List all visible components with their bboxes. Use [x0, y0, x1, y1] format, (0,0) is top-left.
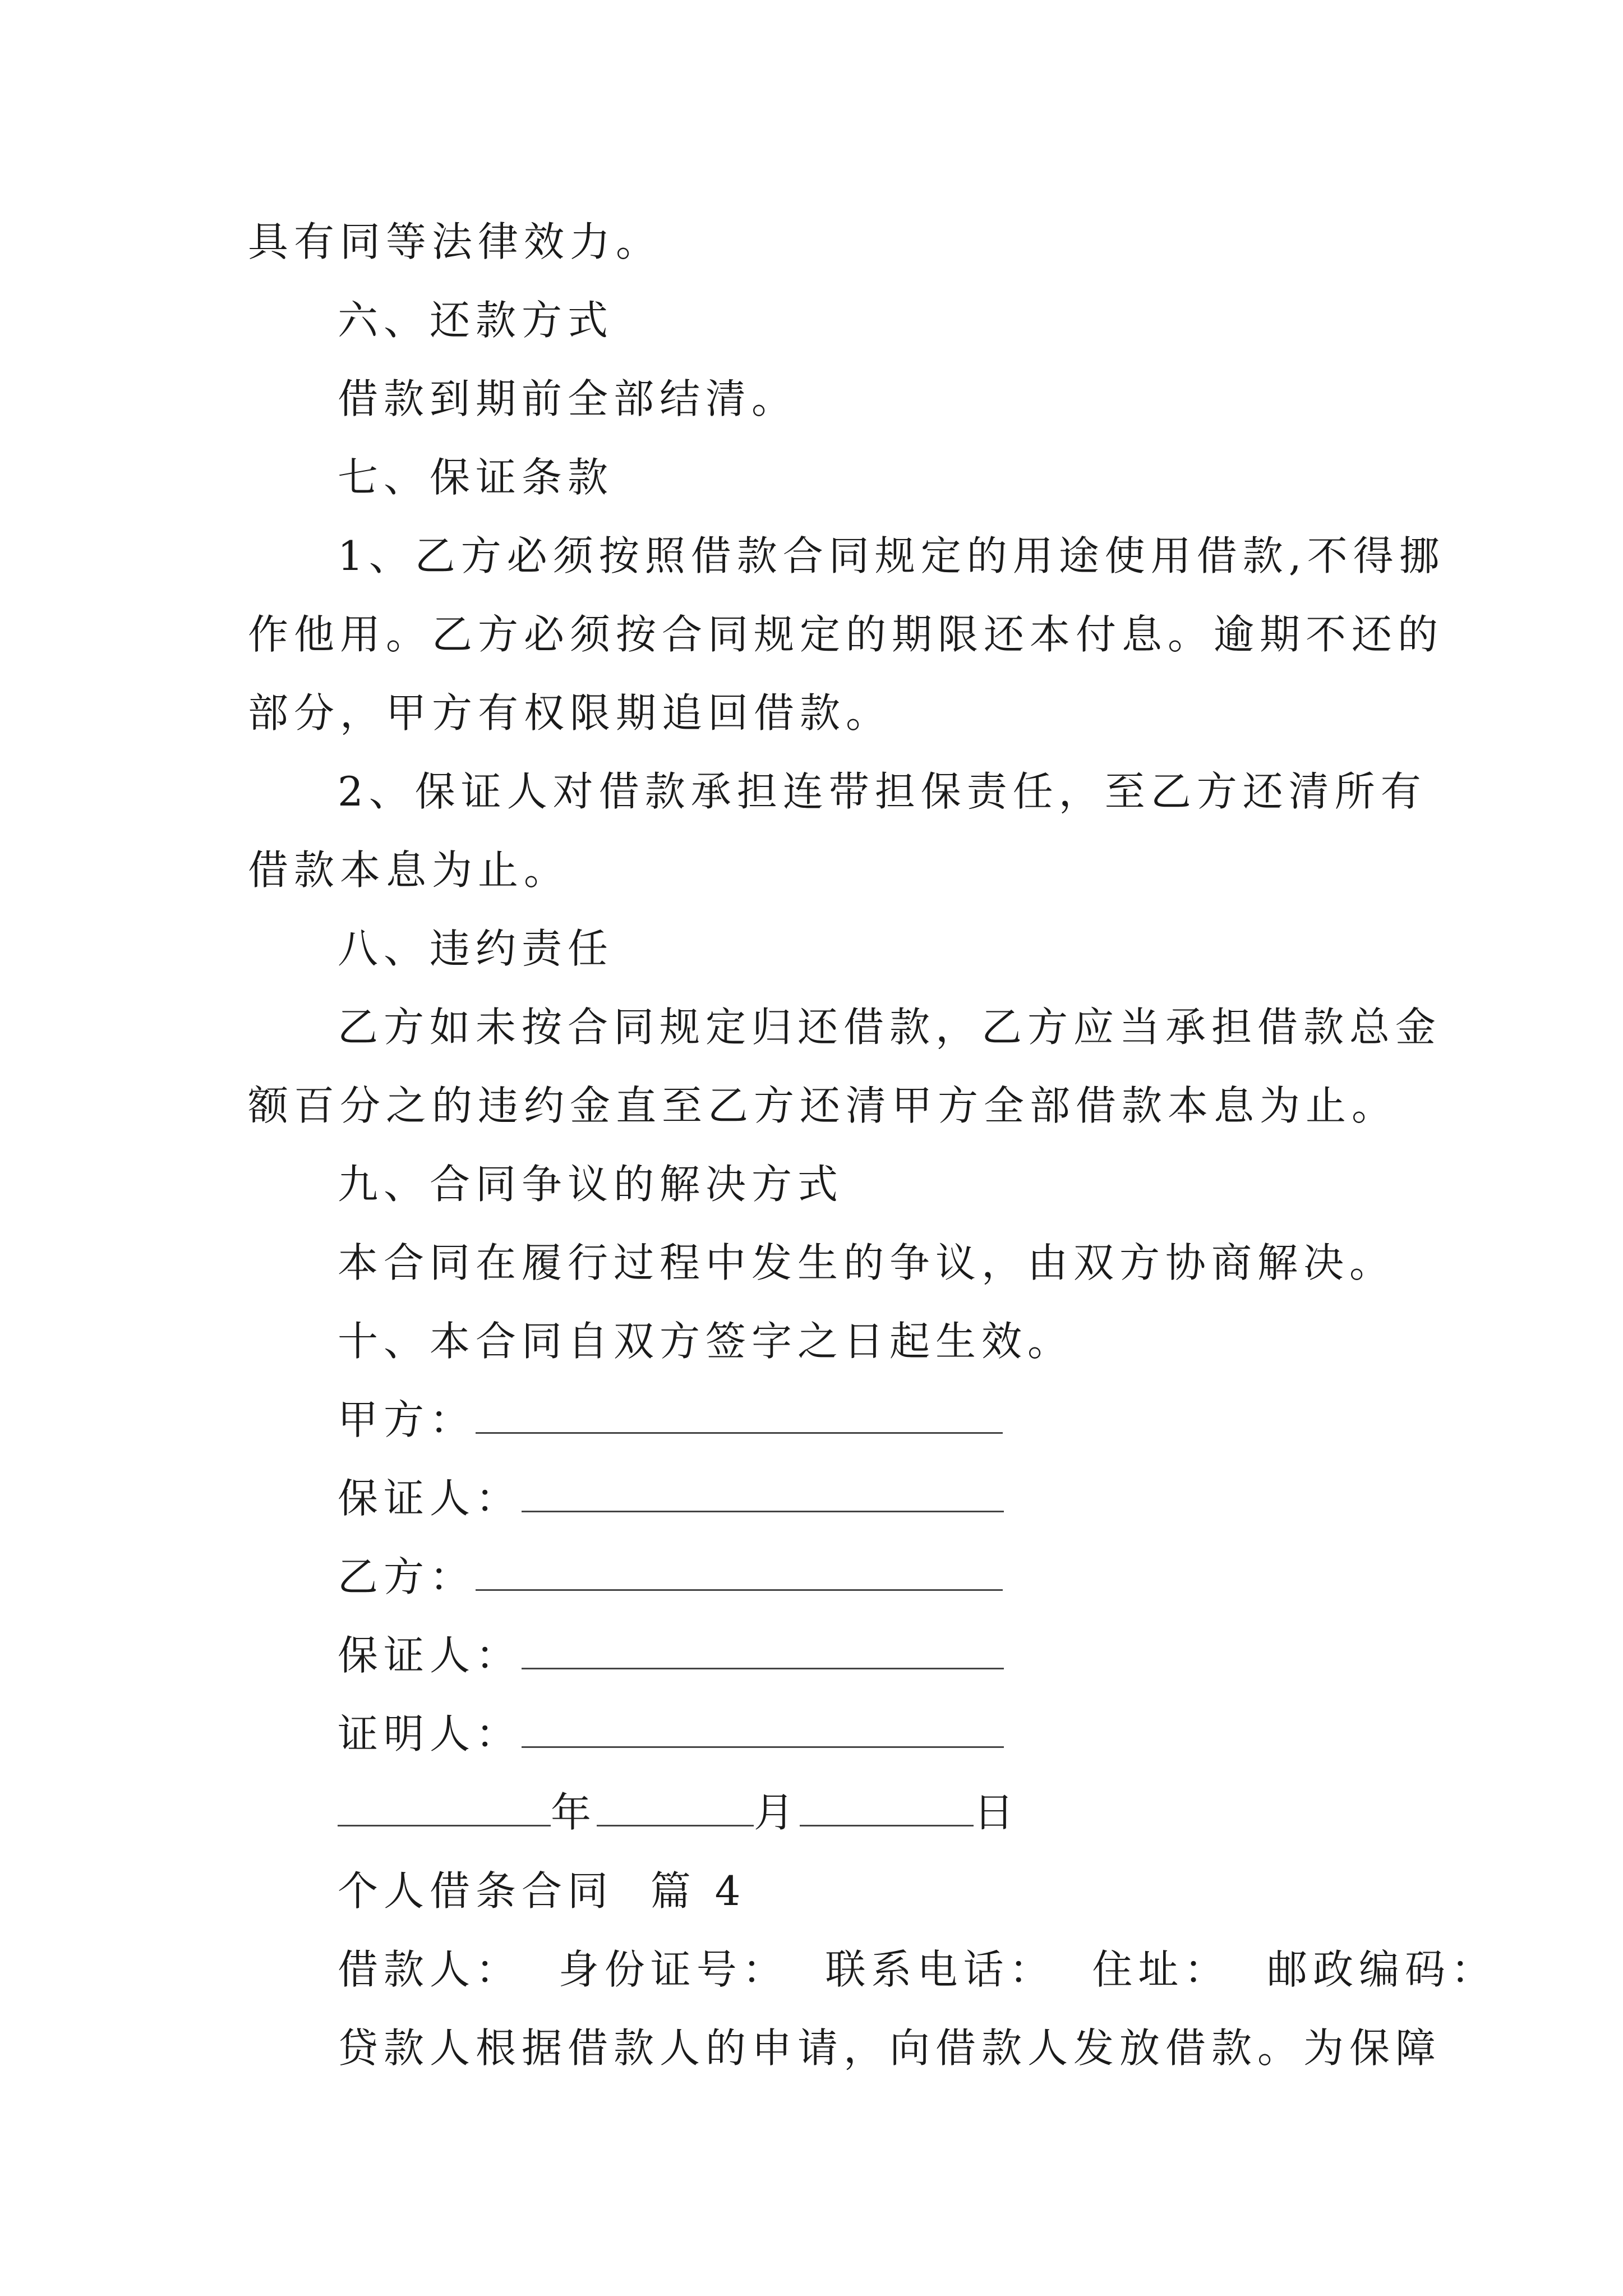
borrower-info-line: 借款人： 身份证号： 联系电话： 住址： 邮政编码： [338, 1946, 1497, 1993]
signature-blank [522, 1713, 1004, 1748]
signature-label: 保证人： [338, 1475, 522, 1522]
signature-label: 乙方： [338, 1553, 476, 1600]
paragraph-line: 额百分之的违约金直至乙方还清甲方全部借款本息为止。 [248, 1082, 1398, 1129]
date-month-label: 月 [754, 1789, 800, 1836]
date-day-label: 日 [974, 1789, 1020, 1836]
date-year-blank [338, 1791, 551, 1826]
signature-label: 甲方： [338, 1396, 476, 1443]
section-heading-guarantee: 七、保证条款 [338, 454, 614, 501]
date-day-blank [800, 1791, 974, 1826]
signature-blank [476, 1556, 1003, 1591]
signature-blank [476, 1398, 1003, 1434]
paragraph-line: 乙方如未按合同规定归还借款，乙方应当承担借款总金 [338, 1004, 1442, 1051]
paragraph-line: 借款本息为止。 [248, 846, 570, 894]
paragraph-line: 1、乙方必须按照借款合同规定的用途使用借款,不得挪 [338, 532, 1445, 579]
signature-line-witness [338, 1707, 1004, 1761]
date-month-blank [597, 1791, 754, 1826]
signature-line-party-a [338, 1393, 1003, 1447]
signature-line-party-b [338, 1550, 1003, 1604]
section-heading-repayment: 六、还款方式 [338, 297, 614, 344]
signature-line-guarantor [338, 1628, 1004, 1682]
signature-blank [522, 1477, 1004, 1512]
paragraph-line: 具有同等法律效力。 [248, 218, 662, 265]
signature-line-guarantor [338, 1471, 1004, 1525]
paragraph-line: 贷款人根据借款人的申请，向借款人发放借款。为保障 [338, 2024, 1442, 2072]
section-heading-dispute: 九、合同争议的解决方式 [338, 1161, 844, 1208]
signature-label: 证明人： [338, 1710, 522, 1757]
paragraph-line: 部分，甲方有权限期追回借款。 [248, 689, 892, 737]
signature-label: 保证人： [338, 1632, 522, 1679]
date-year-label: 年 [551, 1789, 597, 1836]
signature-blank [522, 1634, 1004, 1669]
paragraph-line: 作他用。乙方必须按合同规定的期限还本付息。逾期不还的 [248, 611, 1444, 658]
paragraph-line: 2、保证人对借款承担连带担保责任，至乙方还清所有 [338, 768, 1427, 815]
date-line [338, 1786, 1020, 1839]
paragraph-line: 本合同在履行过程中发生的争议，由双方协商解决。 [338, 1239, 1396, 1286]
paragraph-line: 十、本合同自双方签字之日起生效。 [338, 1318, 1074, 1365]
section-title: 个人借条合同 篇 4 [338, 1867, 746, 1915]
section-heading-breach: 八、违约责任 [338, 925, 614, 972]
paragraph-line: 借款到期前全部结清。 [338, 375, 798, 422]
